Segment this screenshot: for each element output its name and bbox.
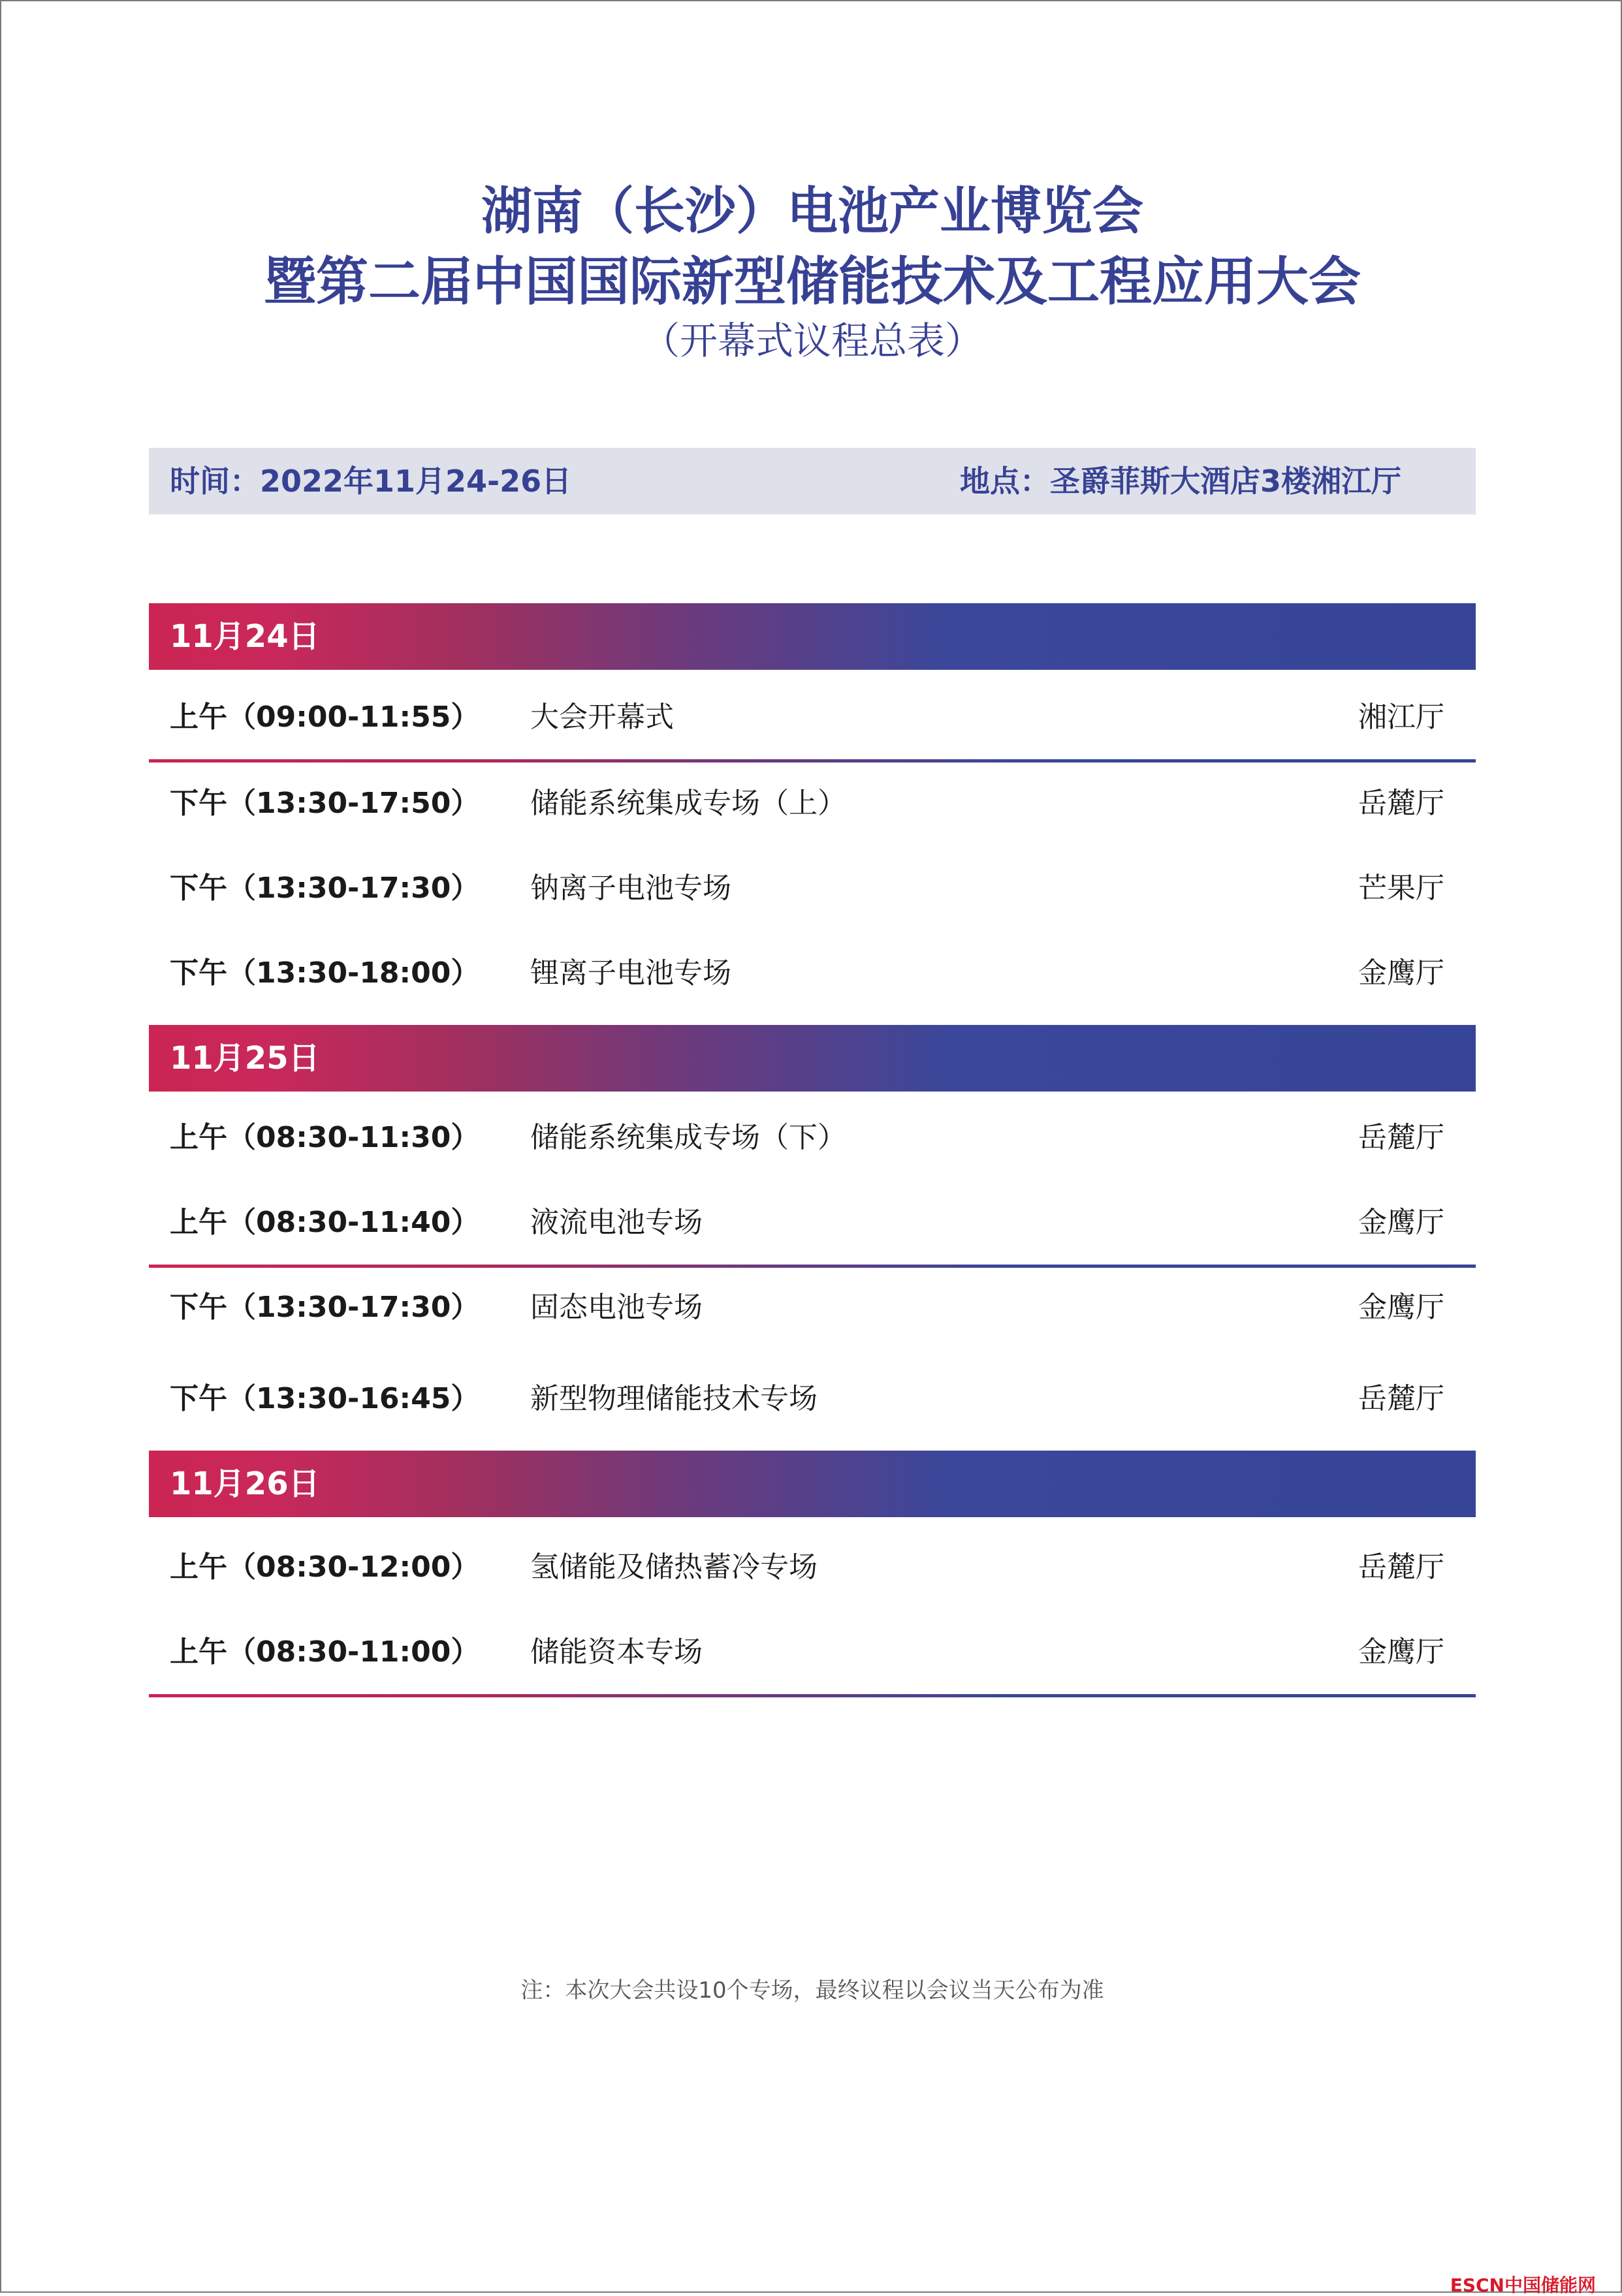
session-name: 储能系统集成专场（下） — [530, 1121, 846, 1154]
divider — [149, 1694, 1476, 1697]
session-venue: 金鹰厅 — [1358, 956, 1444, 990]
session-time: 上午（08:30-11:00） — [170, 1635, 480, 1669]
session-name: 固态电池专场 — [530, 1291, 703, 1324]
session-time: 上午（08:30-11:30） — [170, 1121, 480, 1154]
session-time: 上午（08:30-12:00） — [170, 1550, 480, 1584]
session-time: 下午（13:30-17:50） — [170, 787, 480, 820]
agenda-row — [149, 1278, 1476, 1337]
agenda-row — [149, 1193, 1476, 1252]
session-name: 新型物理储能技术专场 — [530, 1382, 818, 1415]
day-header-nov24 — [149, 603, 1476, 670]
session-time: 下午（13:30-18:00） — [170, 956, 480, 990]
agenda-row — [149, 774, 1476, 833]
session-venue: 金鹰厅 — [1358, 1291, 1444, 1324]
page-subtitle: （开幕式议程总表） — [641, 319, 983, 363]
day-label: 11月25日 — [170, 1040, 320, 1077]
session-name: 钠离子电池专场 — [530, 872, 731, 905]
agenda-row — [149, 1109, 1476, 1167]
footnote: 注：本次大会共设10个专场，最终议程以会议当天公布为准 — [520, 1977, 1104, 2004]
logo-text-en: ESCN — [1450, 2274, 1504, 2296]
day-label: 11月24日 — [170, 618, 320, 655]
session-name: 氢储能及储热蓄冷专场 — [530, 1550, 818, 1584]
agenda-row — [149, 688, 1476, 747]
session-venue: 金鹰厅 — [1358, 1206, 1444, 1239]
page-title-line1: 湖南（长沙）电池产业博览会 — [481, 182, 1143, 241]
event-info-bar — [149, 448, 1476, 514]
session-time: 上午（09:00-11:55） — [170, 700, 480, 734]
agenda-row — [149, 1538, 1476, 1597]
session-time: 上午（08:30-11:40） — [170, 1206, 480, 1239]
escn-logo — [1450, 2274, 1596, 2296]
agenda-row — [149, 859, 1476, 918]
session-venue: 金鹰厅 — [1358, 1635, 1444, 1669]
day-label: 11月26日 — [170, 1466, 320, 1502]
day-header-nov25 — [149, 1025, 1476, 1092]
day-header-nov26 — [149, 1451, 1476, 1517]
session-name: 液流电池专场 — [530, 1206, 703, 1239]
session-venue: 岳麓厅 — [1358, 1382, 1444, 1415]
session-name: 锂离子电池专场 — [530, 956, 731, 990]
page-title-line2: 暨第二届中国国际新型储能技术及工程应用大会 — [264, 251, 1361, 312]
session-name: 大会开幕式 — [530, 700, 674, 734]
event-place: 地点：圣爵菲斯大酒店3楼湘江厅 — [959, 464, 1401, 499]
session-venue: 湘江厅 — [1358, 700, 1444, 734]
agenda-row — [149, 1370, 1476, 1428]
session-venue: 岳麓厅 — [1358, 1550, 1444, 1584]
session-venue: 芒果厅 — [1358, 872, 1444, 905]
divider — [149, 1265, 1476, 1268]
logo-text-cn: 中国储能网 — [1504, 2274, 1596, 2296]
session-time: 下午（13:30-16:45） — [170, 1382, 480, 1415]
agenda-row — [149, 1623, 1476, 1682]
session-venue: 岳麓厅 — [1358, 1121, 1444, 1154]
session-venue: 岳麓厅 — [1358, 787, 1444, 820]
session-time: 下午（13:30-17:30） — [170, 1291, 480, 1324]
session-name: 储能资本专场 — [530, 1635, 703, 1669]
agenda-row — [149, 944, 1476, 1003]
divider — [149, 759, 1476, 763]
session-name: 储能系统集成专场（上） — [530, 787, 846, 820]
session-time: 下午（13:30-17:30） — [170, 872, 480, 905]
event-time: 时间：2022年11月24-26日 — [170, 464, 572, 499]
